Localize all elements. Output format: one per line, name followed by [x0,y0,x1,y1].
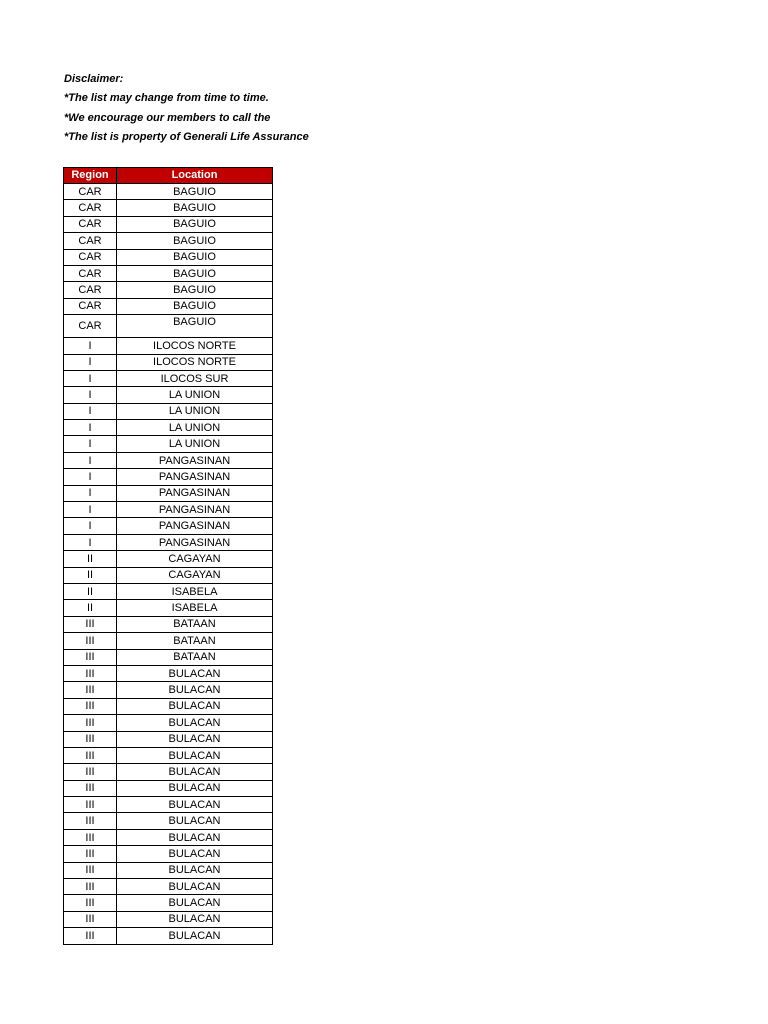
location-cell: PANGASINAN [117,502,273,518]
region-cell: III [64,747,117,763]
location-cell: CAGAYAN [117,551,273,567]
region-cell: III [64,911,117,927]
table-row [64,233,273,249]
table-row [64,534,273,550]
region-cell: I [64,354,117,370]
region-cell: III [64,682,117,698]
region-cell: III [64,616,117,632]
region-cell: CAR [64,265,117,281]
location-cell: BULACAN [117,682,273,698]
table-row [64,780,273,796]
location-cell: LA UNION [117,420,273,436]
table-row [64,797,273,813]
region-cell: III [64,715,117,731]
table-row [64,338,273,354]
location-table [63,167,273,945]
table-row [64,282,273,298]
region-cell: III [64,813,117,829]
table-row [64,249,273,265]
region-cell: CAR [64,298,117,314]
region-cell: I [64,452,117,468]
location-cell: ILOCOS NORTE [117,338,273,354]
table-row [64,928,273,944]
region-cell: II [64,600,117,616]
table-row [64,265,273,281]
location-cell: BAGUIO [117,233,273,249]
location-cell: BATAAN [117,649,273,665]
location-cell: PANGASINAN [117,518,273,534]
location-cell: BULACAN [117,813,273,829]
location-cell: BULACAN [117,747,273,763]
table-row [64,911,273,927]
location-cell: PANGASINAN [117,534,273,550]
region-cell: CAR [64,282,117,298]
table-row [64,518,273,534]
region-cell: I [64,518,117,534]
region-cell: I [64,469,117,485]
location-cell: BULACAN [117,928,273,944]
location-cell: BULACAN [117,911,273,927]
region-cell: CAR [64,200,117,216]
region-cell: I [64,534,117,550]
location-cell: BAGUIO [117,216,273,232]
table-body [64,184,273,945]
location-cell: BULACAN [117,731,273,747]
region-cell: I [64,436,117,452]
table-row [64,583,273,599]
location-cell: BULACAN [117,829,273,845]
table-row [64,354,273,370]
table-row [64,813,273,829]
location-cell: LA UNION [117,403,273,419]
table-row [64,747,273,763]
table-row [64,184,273,200]
disclaimer-line: *The list may change from time to time. [64,92,269,105]
region-cell: III [64,780,117,796]
table-row [64,846,273,862]
column-header-region: Region [64,168,117,184]
location-cell: BAGUIO [117,298,273,314]
region-cell: I [64,485,117,501]
location-cell: ISABELA [117,583,273,599]
disclaimer-heading: Disclaimer: [64,73,124,85]
table-row [64,649,273,665]
region-cell: I [64,338,117,354]
table-row [64,502,273,518]
region-cell: I [64,370,117,386]
table-row [64,633,273,649]
table-header-row [64,168,273,184]
location-cell: BAGUIO [117,249,273,265]
table-row [64,715,273,731]
table-row [64,567,273,583]
location-cell: BULACAN [117,715,273,731]
location-cell: BULACAN [117,879,273,895]
table-row [64,403,273,419]
location-cell: BAGUIO [117,282,273,298]
location-cell: BULACAN [117,698,273,714]
table-row [64,764,273,780]
region-cell: III [64,731,117,747]
table-row [64,829,273,845]
table-row [64,731,273,747]
location-cell: BATAAN [117,633,273,649]
region-cell: III [64,862,117,878]
region-cell: III [64,698,117,714]
table-row [64,452,273,468]
table-row [64,387,273,403]
location-cell: ILOCOS SUR [117,370,273,386]
location-cell: CAGAYAN [117,567,273,583]
table-row [64,216,273,232]
region-cell: CAR [64,315,117,338]
location-cell: ILOCOS NORTE [117,354,273,370]
region-cell: I [64,420,117,436]
table-row [64,600,273,616]
table-row [64,551,273,567]
location-cell: BULACAN [117,895,273,911]
region-cell: CAR [64,249,117,265]
region-cell: III [64,846,117,862]
location-cell: BULACAN [117,862,273,878]
table-row [64,485,273,501]
region-cell: III [64,829,117,845]
location-cell: BAGUIO [117,265,273,281]
disclaimer-block [64,70,309,147]
region-cell: I [64,403,117,419]
location-cell: BULACAN [117,665,273,681]
region-cell: III [64,797,117,813]
location-cell: BATAAN [117,616,273,632]
table-row [64,315,273,338]
region-cell: III [64,764,117,780]
table-row [64,298,273,314]
table-row [64,682,273,698]
location-cell: BULACAN [117,846,273,862]
table-row [64,420,273,436]
table-row [64,200,273,216]
location-cell: BULACAN [117,780,273,796]
region-cell: III [64,649,117,665]
region-cell: III [64,895,117,911]
region-cell: II [64,583,117,599]
location-cell: BULACAN [117,797,273,813]
disclaimer-line: *The list is property of Generali Life Assurance [64,130,309,143]
region-cell: I [64,502,117,518]
table-row [64,665,273,681]
location-cell: ISABELA [117,600,273,616]
region-cell: II [64,567,117,583]
region-cell: III [64,879,117,895]
location-cell: PANGASINAN [117,469,273,485]
location-cell: BAGUIO [117,200,273,216]
region-cell: CAR [64,216,117,232]
region-cell: II [64,551,117,567]
table-row [64,616,273,632]
table-row [64,370,273,386]
location-cell: BAGUIO [117,315,273,338]
table-row [64,698,273,714]
location-cell: LA UNION [117,436,273,452]
location-cell: BULACAN [117,764,273,780]
region-cell: I [64,387,117,403]
region-cell: III [64,665,117,681]
region-cell: III [64,633,117,649]
region-cell: III [64,928,117,944]
table-row [64,895,273,911]
table-row [64,436,273,452]
column-header-location: Location [117,168,273,184]
disclaimer-line: *We encourage our members to call the [64,111,271,124]
location-cell: LA UNION [117,387,273,403]
location-cell: PANGASINAN [117,452,273,468]
location-cell: PANGASINAN [117,485,273,501]
table-row [64,469,273,485]
table-row [64,879,273,895]
region-cell: CAR [64,233,117,249]
table-row [64,862,273,878]
region-cell: CAR [64,184,117,200]
location-cell: BAGUIO [117,184,273,200]
